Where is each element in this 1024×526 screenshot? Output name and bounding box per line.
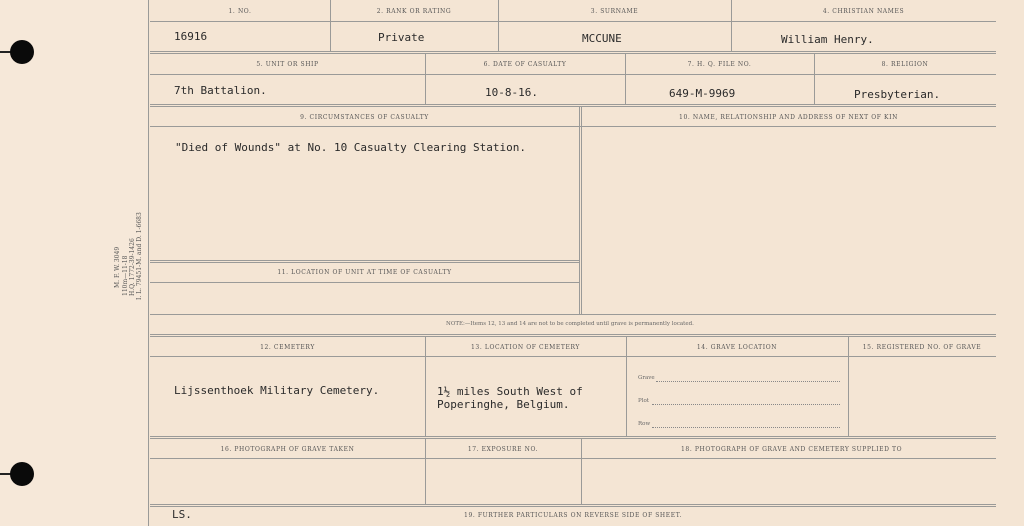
value-christian-names: William Henry. [781,33,874,46]
side-code-2: 110m—11-18 [122,255,129,296]
rule [150,436,996,437]
header-unit: 5. UNIT OR SHIP [256,61,319,68]
note-text: NOTE:—Items 12, 13 and 14 are not to be completed until grave is permanently located. [446,321,694,327]
value-cemetery-location-line1: 1½ miles South West of [437,385,583,398]
rule [150,458,996,459]
value-cemetery-location-line2: Poperinghe, Belgium. [437,398,570,411]
side-code-4: I. L. 79451-M. and D. 1-6683 [136,212,143,300]
value-unit: 7th Battalion. [174,84,267,97]
initials: LS. [172,508,192,521]
header-further-particulars: 19. FURTHER PARTICULARS ON REVERSE SIDE OF SHEET. [464,512,682,519]
rule [150,126,996,127]
row-dotted-line [652,427,840,428]
header-location-of-unit: 11. LOCATION OF UNIT AT TIME OF CASUALTY [277,269,452,276]
row-label: Row [638,421,651,427]
rule [581,106,582,314]
plot-label: Plot [638,398,649,404]
header-cemetery: 12. CEMETERY [260,344,315,351]
value-rank: Private [378,31,425,44]
rule [150,104,996,105]
rule [150,336,996,337]
value-no: 16916 [174,30,208,43]
rule [848,336,849,436]
value-surname: MCCUNE [582,32,622,45]
header-hq-file: 7. H. Q. FILE NO. [687,61,752,68]
plot-dotted-line [652,404,840,405]
rule [150,506,996,507]
header-next-of-kin: 10. NAME, RELATIONSHIP AND ADDRESS OF NEXT OF KIN [679,114,898,121]
rule [150,260,579,261]
header-christian-names: 4. CHRISTIAN NAMES [822,8,905,15]
rule [150,282,579,283]
rule [150,106,996,107]
rule [150,74,996,75]
rule [150,314,996,315]
header-date: 6. DATE OF CASUALTY [483,61,567,68]
rule [150,21,996,22]
rule [579,106,580,314]
value-date: 10-8-16. [485,86,538,99]
header-grave-location: 14. GRAVE LOCATION [696,344,778,351]
rule [150,438,996,439]
value-cemetery: Lijssenthoek Military Cemetery. [174,384,380,397]
rule [626,336,627,436]
header-exposure-no: 17. EXPOSURE NO. [467,446,539,453]
header-surname: 3. SURNAME [590,8,639,15]
value-religion: Presbyterian. [854,88,941,101]
rule [150,53,996,54]
grave-label: Grave [638,375,655,381]
header-rank: 2. RANK OR RATING [376,8,452,15]
header-photo-taken: 16. PHOTOGRAPH OF GRAVE TAKEN [220,446,355,453]
rule [150,262,579,263]
binder-hole-top [10,40,34,64]
binder-hole-bottom [10,462,34,486]
rule [150,334,996,335]
form-left-border [148,0,149,526]
side-code-3: H.Q. 1772-39-1426 [129,238,136,296]
grave-dotted-line [656,381,840,382]
value-hq-file: 649-M-9969 [669,87,736,100]
header-circumstances: 9. CIRCUMSTANCES OF CASUALTY [300,114,429,121]
rule [150,51,996,52]
rule [150,356,996,357]
header-photo-supplied: 18. PHOTOGRAPH OF GRAVE AND CEMETERY SUPPLIED TO [681,446,903,453]
rule [425,336,426,436]
value-circumstances: "Died of Wounds" at No. 10 Casualty Clearing Station. [175,141,526,154]
header-cemetery-location: 13. LOCATION OF CEMETERY [471,344,580,351]
header-no: 1. NO. [228,8,252,15]
rule [150,504,996,505]
side-code-1: M. F. W. 3049 [114,246,121,288]
header-registered-no: 15. REGISTERED NO. OF GRAVE [862,344,982,351]
header-religion: 8. RELIGION [881,61,929,68]
